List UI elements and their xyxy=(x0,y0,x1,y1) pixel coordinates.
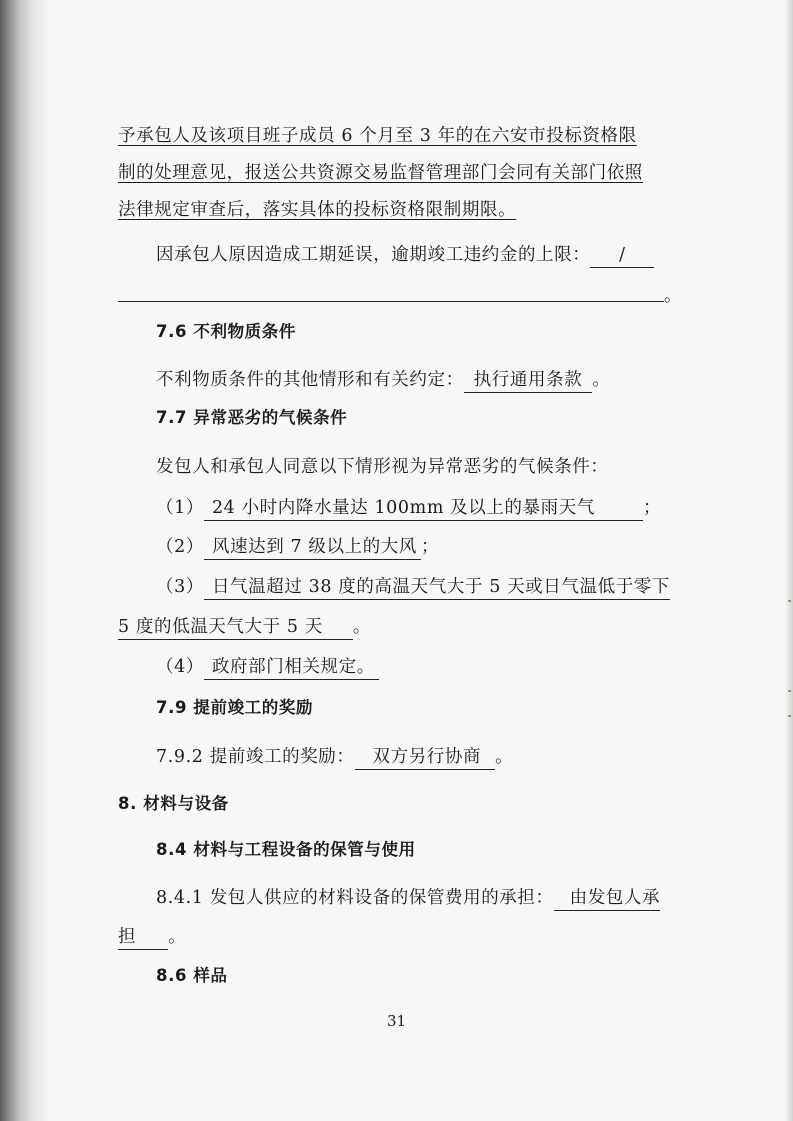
punctuation: 。 xyxy=(495,747,514,767)
text-line xyxy=(156,368,610,393)
clause-3-continued xyxy=(118,615,371,640)
text-line xyxy=(118,198,516,222)
text-line-continued xyxy=(118,925,186,950)
section-heading-8-4: 8.4 材料与工程设备的保管与使用 xyxy=(156,840,416,859)
punctuation: 。 xyxy=(168,927,187,947)
section-heading-8: 8. 材料与设备 xyxy=(118,794,229,813)
clause-number: （3） xyxy=(156,577,204,597)
margin-mark xyxy=(788,715,791,717)
field-label: 因承包人原因造成工期延误，逾期竣工违约金的上限： xyxy=(156,245,591,265)
underlined-text: 法律规定审查后，落实具体的投标资格限制期限。 xyxy=(118,200,517,220)
punctuation: ； xyxy=(642,498,662,518)
field-value: / xyxy=(590,243,654,268)
punctuation: 。 xyxy=(592,370,611,390)
field-value: 政府部门相关规定。 xyxy=(204,655,379,680)
text-line xyxy=(156,745,513,770)
text-line xyxy=(118,161,643,185)
field-value: 风速达到 7 级以上的大风 xyxy=(204,535,421,560)
field-value: 由发包人承 xyxy=(554,886,661,911)
field-value: 日气温超过 38 度的高温天气大于 5 天或日气温低于零下 xyxy=(204,575,670,600)
margin-mark xyxy=(788,690,791,692)
text-line xyxy=(156,243,654,268)
section-heading-7-9: 7.9 提前竣工的奖励 xyxy=(156,698,314,717)
section-heading-7-6: 7.6 不利物质条件 xyxy=(156,322,296,341)
clause-number: （1） xyxy=(156,498,204,518)
field-value: 执行通用条款 xyxy=(464,368,593,393)
punctuation: 。 xyxy=(664,286,683,306)
underlined-text: 制的处理意见，报送公共资源交易监督管理部门会同有关部门依照 xyxy=(118,163,643,183)
text-line xyxy=(156,886,660,911)
punctuation: ； xyxy=(421,537,440,557)
text-line: 发包人和承包人同意以下情形视为异常恶劣的气候条件： xyxy=(156,457,609,477)
field-label: 8.4.1 发包人供应的材料设备的保管费用的承担： xyxy=(156,888,554,908)
text-line xyxy=(118,124,637,148)
clause-2 xyxy=(156,535,439,560)
blank-line xyxy=(118,283,664,302)
underlined-text: 予承包人及该项目班子成员 6 个月至 3 年的在六安市投标资格限 xyxy=(118,126,637,146)
field-label: 7.9.2 提前竣工的奖励： xyxy=(156,747,355,767)
field-value: 担 xyxy=(118,925,168,950)
margin-mark xyxy=(788,600,791,602)
section-heading-7-7: 7.7 异常恶劣的气候条件 xyxy=(156,408,348,427)
clause-1 xyxy=(156,496,661,521)
field-label: 不利物质条件的其他情形和有关约定： xyxy=(156,370,464,390)
clause-4 xyxy=(156,655,379,680)
clause-3 xyxy=(156,575,670,600)
field-value: 24 小时内降水量达 100mm 及以上的暴雨天气 xyxy=(204,496,643,521)
field-value: 双方另行协商 xyxy=(355,745,496,770)
clause-number: （4） xyxy=(156,657,204,677)
punctuation: 。 xyxy=(352,617,371,637)
clause-number: （2） xyxy=(156,537,204,557)
field-value: 5 度的低温天气大于 5 天 xyxy=(118,615,353,640)
page-number: 31 xyxy=(386,1012,407,1030)
text-line xyxy=(118,282,682,308)
section-heading-8-6: 8.6 样品 xyxy=(156,966,228,985)
